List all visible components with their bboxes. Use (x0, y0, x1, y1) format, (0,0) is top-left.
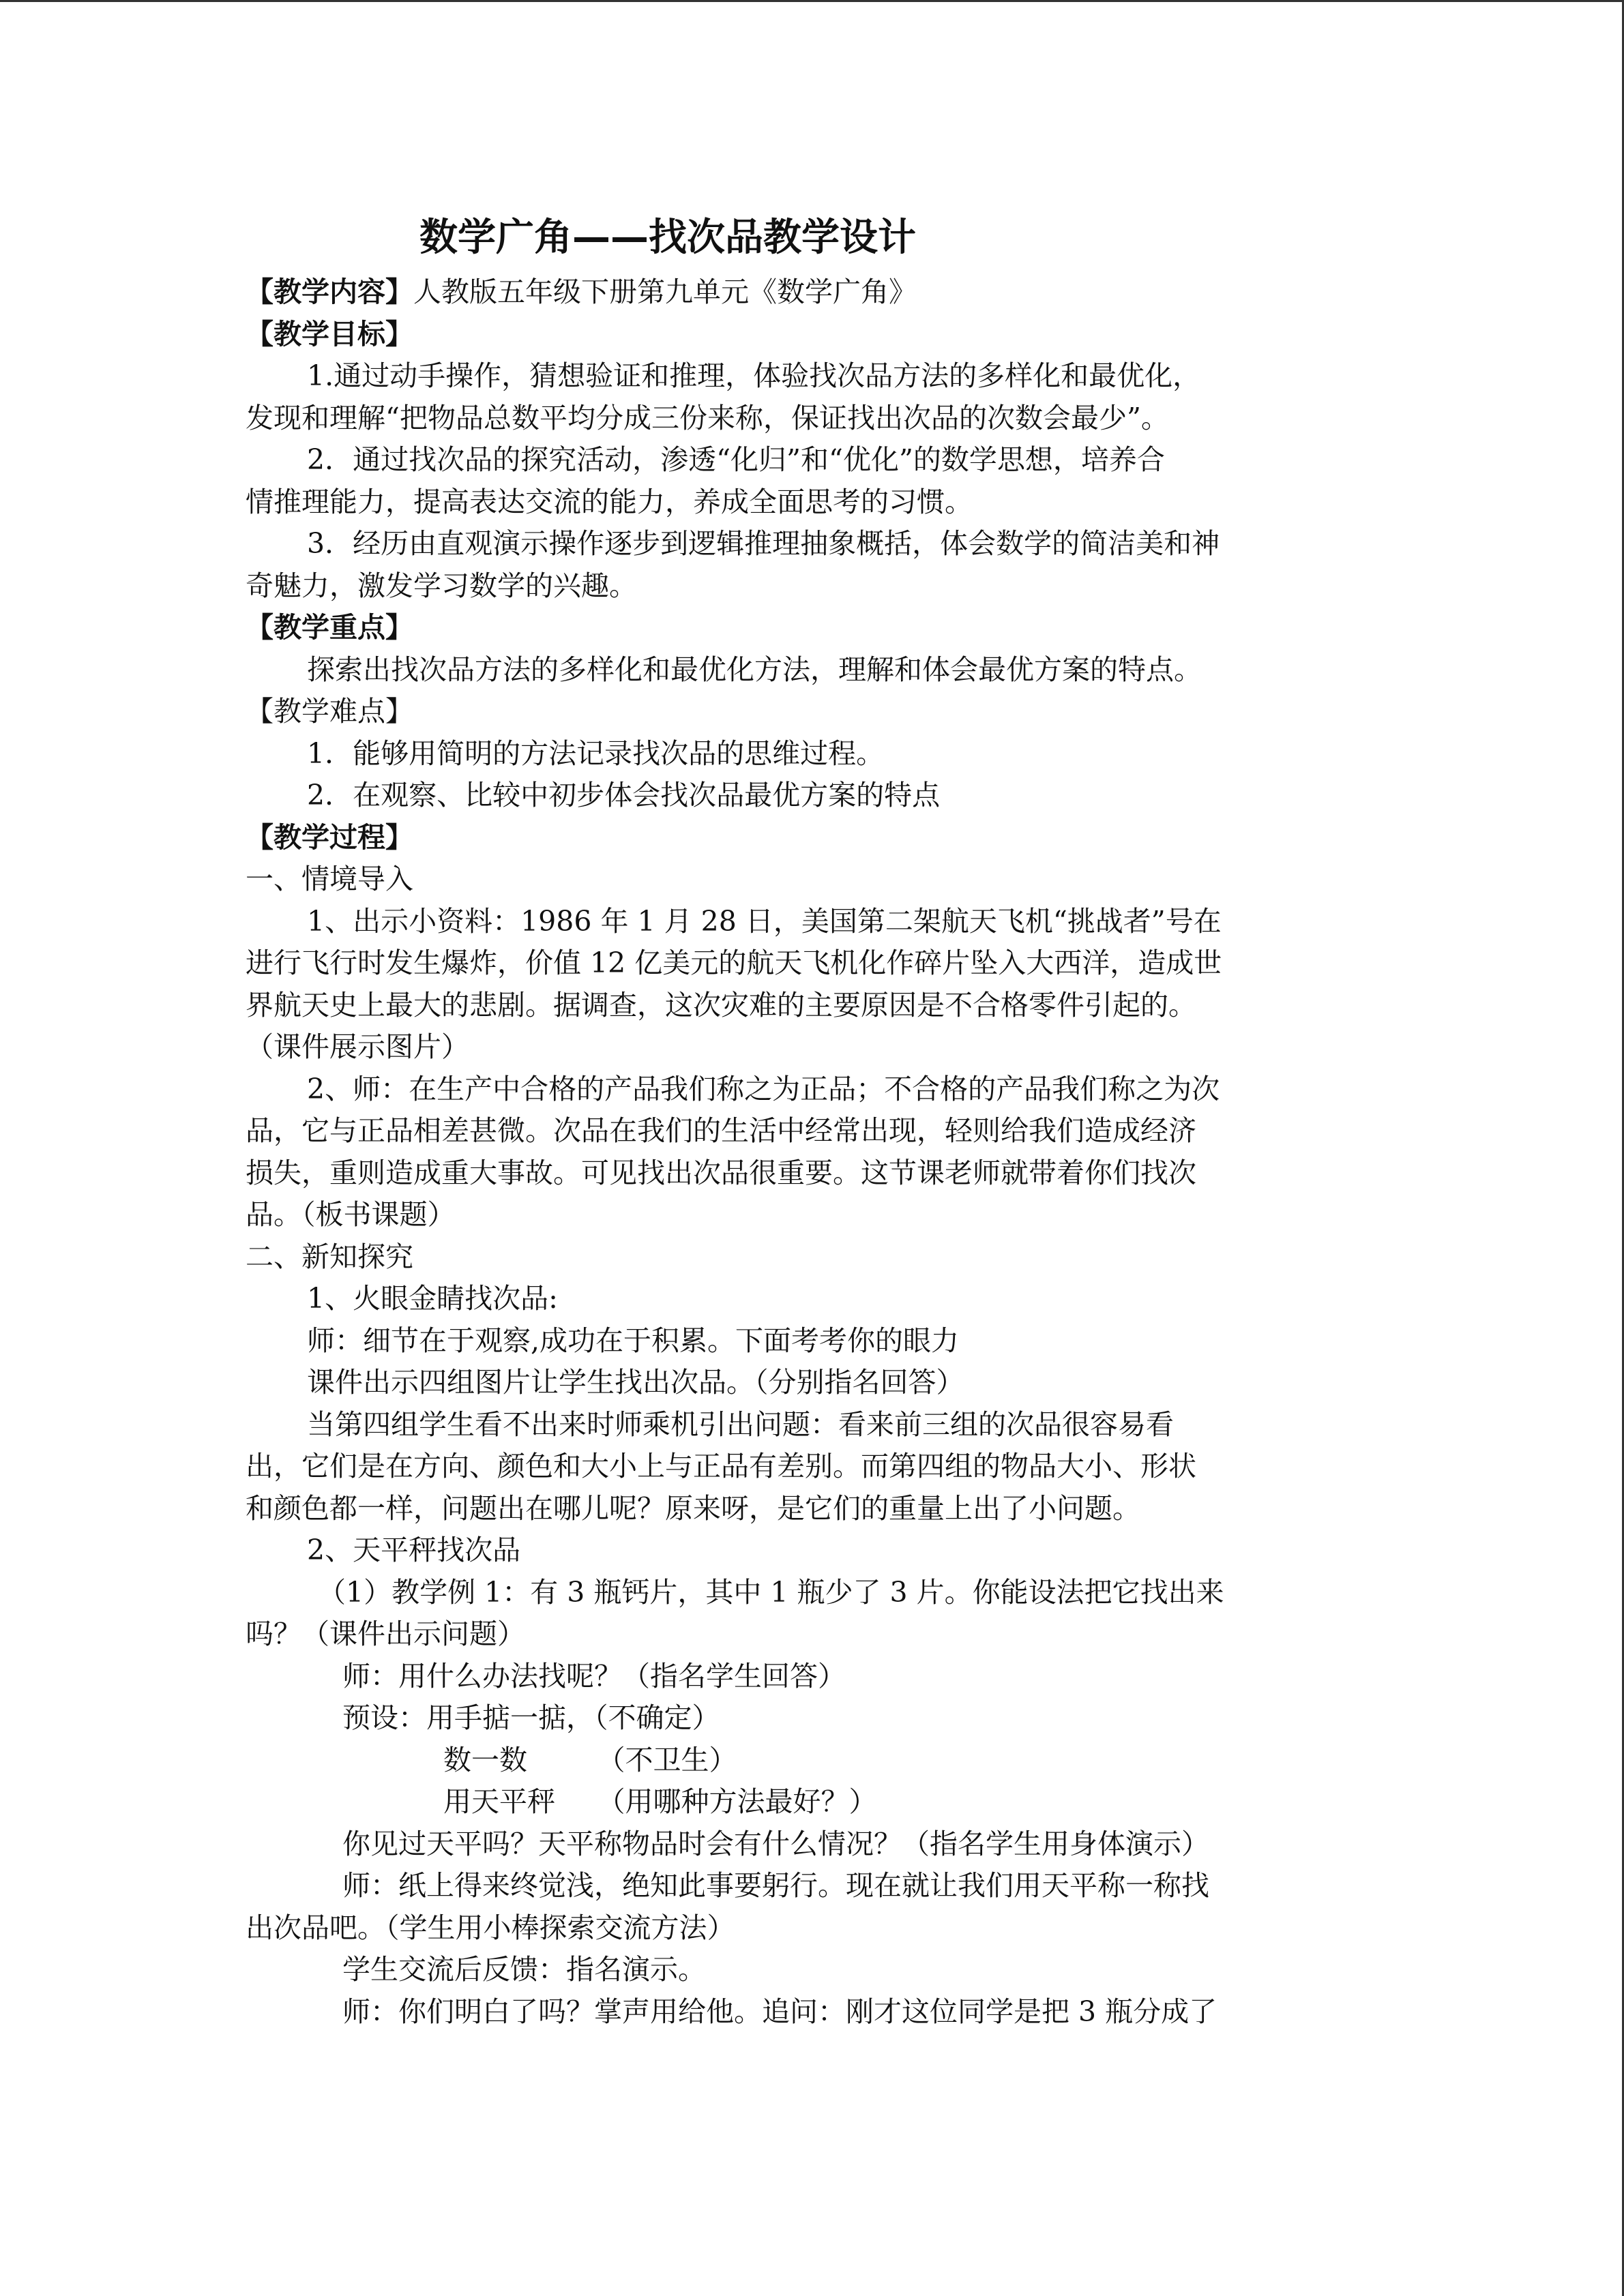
line-text: 当第四组学生看不出来时师乘机引出问题：看来前三组的次品很容易看 (307, 1407, 1174, 1441)
text-line (246, 1362, 1378, 1404)
text-line (246, 523, 1378, 565)
line-text: （课件展示图片） (246, 1030, 469, 1063)
text-line (246, 1697, 1378, 1740)
page-border-top (0, 0, 1624, 2)
line-text: 进行飞行时发生爆炸，价值 12 亿美元的航天飞机化作碎片坠入大西洋，造成世 (246, 946, 1222, 979)
line-text: 出次品吧。（学生用小棒探索交流方法） (246, 1911, 735, 1944)
text-line (246, 1949, 1378, 1991)
text-line (246, 1446, 1378, 1488)
line-text: 情推理能力，提高表达交流的能力，养成全面思考的习惯。 (246, 485, 973, 518)
line-text: （1）教学例 1：有 3 瓶钙片，其中 1 瓶少了 3 片。你能设法把它找出来 (318, 1575, 1224, 1609)
section-heading: 【教学重点】 (246, 611, 413, 644)
text-line (246, 1572, 1378, 1614)
line-text: 奇魅力，激发学习数学的兴趣。 (246, 569, 637, 602)
text-line (246, 314, 1378, 356)
text-line (246, 607, 1378, 649)
document-page (246, 205, 1378, 2033)
text-line (246, 398, 1378, 440)
text-line (246, 901, 1378, 943)
text-line (246, 691, 1378, 733)
line-text: 界航天史上最大的悲剧。据调查，这次灾难的主要原因是不合格零件引起的。 (246, 988, 1196, 1022)
text-line (246, 859, 1378, 901)
line-text: 一、情境导入 (246, 863, 413, 895)
line-text: 师：用什么办法找呢？（指名学生回答） (342, 1659, 846, 1693)
text-line (246, 481, 1378, 524)
text-line (246, 355, 1378, 398)
text-line (246, 1069, 1378, 1111)
section-heading: 【教学内容】 (246, 275, 413, 308)
text-line (246, 1026, 1378, 1069)
line-text: 二、新知探究 (246, 1240, 413, 1273)
document-body (246, 271, 1378, 2033)
line-text: 师：你们明白了吗？掌声用给他。追问：刚才这位同学是把 3 瓶分成了 (342, 1995, 1217, 2028)
line-text: 吗？（课件出示问题） (246, 1617, 525, 1650)
line-text: 你见过天平吗？天平称物品时会有什么情况？（指名学生用身体演示） (342, 1827, 1209, 1860)
text-line (246, 1404, 1378, 1446)
line-text: 3．经历由直观演示操作逐步到逻辑推理抽象概括，体会数学的简洁美和神 (307, 527, 1220, 560)
text-line (246, 1488, 1378, 1530)
text-line (246, 1110, 1378, 1152)
text-line (246, 1656, 1378, 1698)
text-line (246, 1865, 1378, 1907)
text-line (246, 817, 1378, 859)
line-text: 和颜色都一样，问题出在哪儿呢？原来呀，是它们的重量上出了小问题。 (246, 1491, 1140, 1525)
line-text: 2．通过找次品的探究活动，渗透“化归”和“优化”的数学思想，培养合 (307, 443, 1165, 476)
text-line (246, 1740, 1378, 1782)
line-text: 师：纸上得来终觉浅，绝知此事要躬行。现在就让我们用天平称一称找 (342, 1869, 1209, 1902)
section-heading: 【教学过程】 (246, 820, 413, 854)
text-line (246, 649, 1378, 691)
line-text: 损失，重则造成重大事故。可见找出次品很重要。这节课老师就带着你们找次 (246, 1156, 1196, 1189)
text-line (246, 439, 1378, 481)
line-text: 2、天平秤找次品 (307, 1534, 521, 1566)
section-heading: 【教学目标】 (246, 317, 413, 351)
line-text: 出，它们是在方向、颜色和大小上与正品有差别。而第四组的物品大小、形状 (246, 1450, 1196, 1482)
text-line (246, 1236, 1378, 1279)
line-text: 用天平秤 （用哪种方法最好？） (443, 1785, 877, 1818)
text-line (246, 1194, 1378, 1236)
text-line (246, 1613, 1378, 1656)
line-text: 发现和理解“把物品总数平均分成三份来称，保证找出次品的次数会最少”。 (246, 401, 1169, 434)
text-line (246, 1823, 1378, 1866)
line-text: 师：细节在于观察,成功在于积累。下面考考你的眼力 (307, 1324, 960, 1357)
text-line (246, 271, 1378, 314)
line-text: 探索出找次品方法的多样化和最优化方法，理解和体会最优方案的特点。 (307, 653, 1202, 686)
text-line (246, 1907, 1378, 1950)
line-text: 品，它与正品相差甚微。次品在我们的生活中经常出现，轻则给我们造成经济 (246, 1114, 1196, 1147)
line-text: 1、火眼金睛找次品: (307, 1282, 558, 1315)
text-line (246, 1991, 1378, 2033)
text-line (246, 1781, 1378, 1823)
line-text: 1．能够用简明的方法记录找次品的思维过程。 (307, 736, 885, 770)
text-line (246, 775, 1378, 817)
line-text: 品。（板书课题） (246, 1198, 456, 1231)
line-text: 人教版五年级下册第九单元《数学广角》 (413, 275, 917, 308)
text-line (246, 733, 1378, 775)
line-text: 2、师：在生产中合格的产品我们称之为正品；不合格的产品我们称之为次 (307, 1072, 1220, 1105)
line-text: 1.通过动手操作，猜想验证和推理，体验找次品方法的多样化和最优化， (307, 359, 1201, 392)
line-text: 【教学难点】 (246, 695, 413, 728)
text-line (246, 565, 1378, 608)
line-text: 学生交流后反馈：指名演示。 (342, 1953, 706, 1986)
line-text: 2．在观察、比较中初步体会找次品最优方案的特点 (307, 779, 941, 811)
document-title: 数学广角——找次品教学设计 (419, 215, 916, 260)
text-line (246, 942, 1378, 985)
line-text: 课件出示四组图片让学生找出次品。（分别指名回答） (307, 1366, 964, 1399)
line-text: 预设：用手掂一掂，（不确定） (342, 1701, 720, 1734)
line-text: 1、出示小资料：1986 年 1 月 28 日，美国第二架航天飞机“挑战者”号在 (307, 904, 1222, 938)
text-line (246, 985, 1378, 1027)
text-line (246, 1278, 1378, 1320)
text-line (246, 1320, 1378, 1362)
text-line (246, 1530, 1378, 1572)
line-text: 数一数 （不卫生） (443, 1743, 737, 1776)
text-line (246, 1152, 1378, 1195)
